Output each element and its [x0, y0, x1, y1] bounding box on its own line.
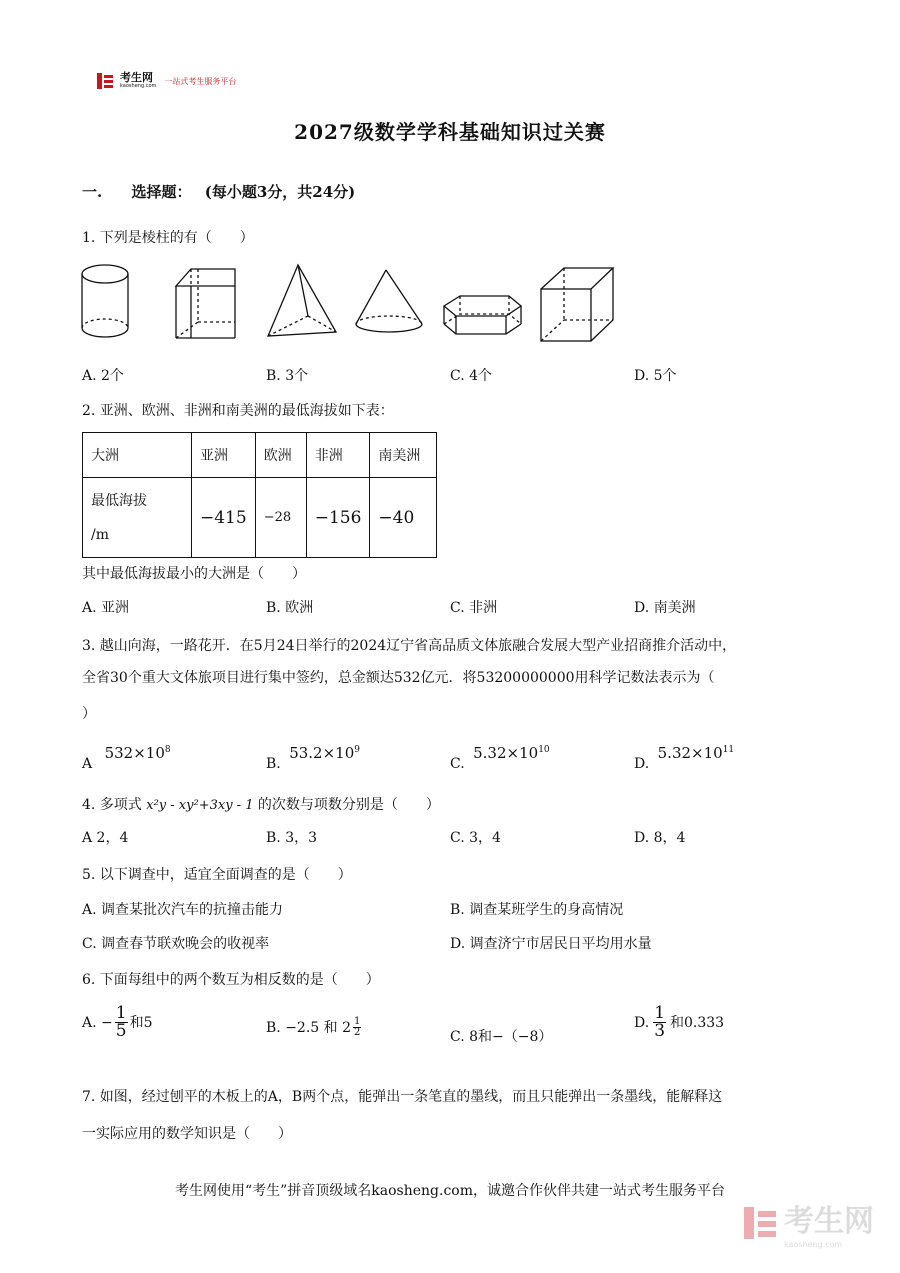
q2-option-b: B. 欧洲 — [266, 600, 314, 616]
altitude-table — [82, 432, 437, 558]
logo-slogan: 一站式考生服务平台 — [164, 76, 237, 86]
q3-line3: ） — [82, 706, 96, 722]
fraction-numerator: 1 — [115, 1003, 127, 1023]
footer-text: 考生网使用“考生”拼音顶级域名kaosheng.com，诚邀合作伙伴共建一站式考生服务平台 — [174, 1183, 726, 1199]
q3-option-d-exp: 11 — [722, 745, 735, 755]
q4-option-b: B. 3，3 — [266, 830, 318, 846]
q3-option-b — [266, 740, 360, 772]
q2-option-a: A. 亚洲 — [82, 600, 130, 616]
table-header: 大洲 — [83, 433, 192, 478]
q5-stem: 5. 以下调查中，适宜全面调查的是（ ） — [82, 867, 352, 883]
row-label-line2: /m — [91, 526, 109, 543]
row-label-line1: 最低海拔 — [91, 492, 147, 509]
watermark-text — [784, 1196, 874, 1249]
q5-option-b: B. 调查某班学生的身高情况 — [450, 902, 624, 918]
q6-option-a-tail: 和5 — [129, 1014, 153, 1031]
fraction-denominator: 2 — [354, 1027, 361, 1038]
q6-option-b-fraction — [353, 1017, 361, 1038]
page-title: 2027级数学学科基础知识过关赛 — [294, 120, 606, 144]
q3-option-c-exp: 10 — [538, 745, 550, 755]
q3-line1: 3. 越山向海，一路花开．在5月24日举行的2024辽宁省高品质文体旅融合发展大型产业招商推介活动中， — [82, 638, 737, 654]
q7-line2: 一实际应用的数学知识是（ ） — [82, 1126, 292, 1142]
watermark-logo-icon — [742, 1205, 778, 1241]
table-cell: −415 — [192, 478, 256, 558]
q3-option-d-label: D. — [634, 755, 650, 772]
q1-option-c: C. 4个 — [450, 368, 493, 384]
table-header: 亚洲 — [192, 433, 256, 478]
q4-option-c: C. 3，4 — [450, 830, 501, 846]
header-logo — [96, 72, 236, 90]
q4-option-a: A 2，4 — [82, 830, 129, 846]
q4-stem — [82, 795, 440, 816]
q6-option-c: C. 8和−（−8） — [450, 1029, 553, 1045]
table-cell: −28 — [255, 478, 306, 558]
q5-option-a: A. 调查某批次汽车的抗撞击能力 — [82, 902, 284, 918]
q2-stem2: 其中最低海拔最小的大洲是（ ） — [82, 566, 306, 582]
q6-option-a-label: A. − — [82, 1014, 113, 1031]
q3-option-c-base: 5.32×10 — [473, 743, 539, 762]
table-row — [83, 478, 437, 558]
q3-option-a — [82, 740, 171, 772]
q3-option-c-label: C. — [450, 755, 465, 772]
q4-stem-prefix: 4. 多项式 — [82, 797, 142, 813]
q7-line1: 7. 如图，经过刨平的木板上的A，B两个点，能弹出一条笔直的墨线，而且只能弹出一条墨线，能解释这 — [82, 1089, 723, 1105]
fraction-denominator: 3 — [654, 1021, 666, 1041]
q6-option-a-fraction — [115, 1005, 128, 1040]
q3-option-b-base: 53.2×10 — [289, 743, 355, 762]
cone-icon — [356, 270, 422, 332]
q6-stem: 6. 下面每组中的两个数互为相反数的是（ ） — [82, 972, 380, 988]
section-heading — [82, 181, 355, 202]
q4-option-d: D. 8，4 — [634, 830, 686, 846]
fraction-numerator: 1 — [654, 1003, 666, 1023]
table-header-row — [83, 433, 437, 478]
q3-option-c — [450, 740, 550, 772]
logo-name: 考生网 — [120, 71, 153, 84]
section-name: 选择题： — [131, 183, 192, 201]
table-header: 欧洲 — [255, 433, 306, 478]
table-cell: −40 — [370, 478, 437, 558]
q3-option-b-label: B. — [266, 755, 281, 772]
q6-option-b-label: B. −2.5 和 2 — [266, 1019, 351, 1036]
q1-stem: 1. 下列是棱柱的有（ ） — [82, 230, 254, 246]
watermark-domain: kaosheng.com — [784, 1240, 843, 1249]
q6-option-d-tail: 和0.333 — [670, 1014, 725, 1031]
q3-option-a-base: 532×10 — [104, 743, 165, 762]
q6-option-d — [634, 1005, 724, 1040]
q3-option-d-base: 5.32×10 — [657, 743, 723, 762]
logo-domain: kaosheng.com — [120, 83, 157, 89]
table-cell: −156 — [306, 478, 370, 558]
cylinder-icon — [82, 265, 128, 337]
q3-option-a-label: A — [82, 755, 93, 772]
q1-figures — [76, 258, 636, 350]
q6-option-d-fraction — [653, 1005, 666, 1040]
q3-option-b-exp: 9 — [354, 745, 360, 755]
kaosheng-logo-icon — [96, 72, 114, 90]
q2-option-c: C. 非洲 — [450, 600, 498, 616]
watermark — [742, 1196, 874, 1249]
cube-icon — [541, 268, 613, 341]
table-row-label — [83, 478, 192, 558]
q3-option-a-exp: 8 — [164, 745, 171, 755]
section-number: 一. — [82, 183, 103, 201]
watermark-name: 考生网 — [784, 1204, 874, 1239]
fraction-numerator: 1 — [354, 1016, 361, 1027]
fraction-denominator: 5 — [115, 1021, 127, 1041]
q6-option-b — [266, 1017, 361, 1038]
logo-text — [120, 73, 156, 89]
q4-stem-suffix: 的次数与项数分别是（ ） — [257, 797, 440, 813]
pyramid-icon — [268, 265, 336, 336]
q6-option-d-label: D. — [634, 1014, 650, 1031]
q5-option-d: D. 调查济宁市居民日平均用水量 — [450, 936, 652, 952]
q5-option-c: C. 调查春节联欢晚会的收视率 — [82, 936, 270, 952]
q2-stem: 2. 亚洲、欧洲、非洲和南美洲的最低海拔如下表： — [82, 403, 394, 419]
q6-option-a — [82, 1005, 153, 1040]
q1-option-d: D. 5个 — [634, 368, 677, 384]
q3-option-d — [634, 740, 735, 772]
table-header: 非洲 — [306, 433, 370, 478]
hexagonal-prism-icon — [444, 296, 521, 334]
section-note: (每小题3分，共24分) — [204, 183, 356, 201]
q1-option-b: B. 3个 — [266, 368, 309, 384]
q2-option-d: D. 南美洲 — [634, 600, 696, 616]
triangular-prism-icon — [176, 269, 235, 338]
q3-line2: 全省30个重大文体旅项目进行集中签约，总金额达532亿元．将53200000000用科学记数法表示为（ — [82, 670, 715, 686]
q4-polynomial: x²y - xy²+3xy - 1 — [146, 798, 254, 813]
table-header: 南美洲 — [370, 433, 437, 478]
q1-option-a: A. 2个 — [82, 368, 124, 384]
